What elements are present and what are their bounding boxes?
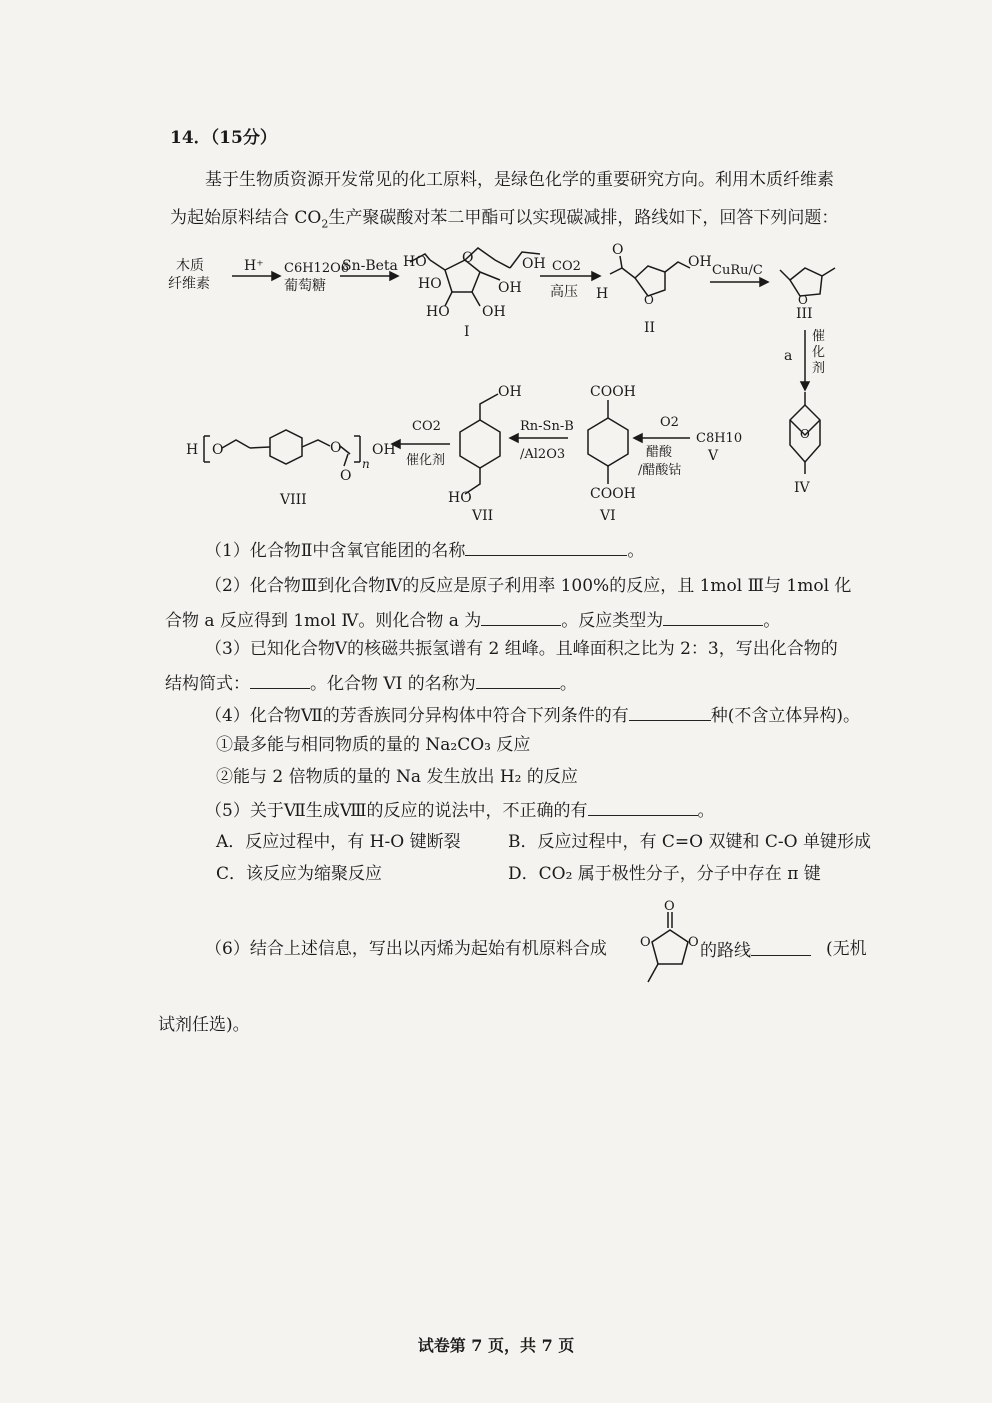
atom-oh-vii-top: OH: [498, 384, 522, 400]
question-6-lead: （6）结合上述信息，写出以丙烯为起始有机原料合成: [205, 939, 607, 959]
page-footer: 试卷第 7 页，共 7 页: [417, 1336, 575, 1355]
atom-ho-3: HO: [426, 304, 450, 320]
reagent-o2: O2: [660, 415, 679, 430]
glucose-formula: C6H12O6: [284, 261, 350, 276]
question-5: （5）关于Ⅶ生成Ⅷ的反应的说法中，不正确的有 。: [205, 797, 715, 823]
condition-cobalt: /醋酸钴: [638, 463, 682, 478]
atom-ho-vii-bottom: HO: [448, 490, 472, 506]
atom-o-furan: O: [644, 293, 654, 307]
question-2-line2: 合物 a 反应得到 1mol Ⅳ。则化合物 a 为 。反应类型为 。: [165, 607, 780, 633]
reagent-co2-1: CO2: [552, 259, 581, 274]
question-1: （1）化合物Ⅱ中含氧官能团的名称 。: [205, 537, 644, 563]
question-4: （4）化合物Ⅶ的芳香族同分异构体中符合下列条件的有 种(不含立体异构)。: [205, 702, 860, 728]
atom-o-ring-left: O: [640, 935, 651, 950]
question-2-line1: （2）化合物Ⅲ到化合物Ⅳ的反应是原子利用率 100%的反应，且 1mol Ⅲ与 1mol 化: [205, 576, 852, 596]
label-compound-VIII: VIII: [280, 492, 307, 508]
question-6-end: 试剂任选)。: [158, 1015, 250, 1035]
atom-o-ring-right: O: [688, 935, 699, 950]
option-B: B．反应过程中，有 C=O 双键和 C-O 单键形成: [508, 832, 871, 852]
label-compound-VII: VII: [472, 508, 494, 520]
atom-o-ald: O: [612, 242, 624, 258]
atom-h-end: H: [186, 442, 199, 458]
atom-n: n: [362, 457, 370, 471]
atom-o-iv: O: [800, 427, 810, 441]
label-compound-I: I: [464, 324, 470, 340]
start-material-line2: 纤维素: [168, 276, 210, 292]
intro-line-2: 为起始原料结合 $CO_2$生产聚碳酸对苯二甲酯可以实现碳减排，路线如下，回答下列问题：: [170, 208, 839, 231]
atom-oh-2: OH: [498, 280, 522, 296]
label-compound-V: V: [708, 448, 719, 464]
atom-oh-3: OH: [482, 304, 506, 320]
intro-line-1: 基于生物质资源开发常见的化工原料，是绿色化学的重要研究方向。利用木质纤维素: [205, 170, 834, 190]
reagent-rn-sn-b: Rn-Sn-B: [520, 419, 574, 434]
catalyst-char-3: 剂: [812, 361, 826, 376]
option-D: D．CO₂ 属于极性分子，分子中存在 π 键: [508, 864, 821, 884]
condition-acetic: 醋酸: [646, 445, 673, 460]
atom-cooh-top: COOH: [590, 384, 636, 400]
reagent-a: a: [784, 348, 793, 364]
question-4-condition-1: ①最多能与相同物质的量的 Na₂CO₃ 反应: [216, 735, 531, 755]
atom-oh-1: OH: [522, 256, 546, 272]
atom-oh-ii: OH: [688, 254, 712, 270]
atom-ho-2: HO: [418, 276, 442, 292]
atom-oh-end: OH: [372, 442, 396, 458]
atom-o-carbonyl-q6: O: [664, 899, 675, 914]
atom-h-ald: H: [596, 286, 609, 302]
catalyst-char-2: 化: [812, 345, 826, 360]
option-A: A．反应过程中，有 H-O 键断裂: [216, 832, 461, 852]
reagent-curu: CuRu/C: [712, 263, 763, 278]
reagent-c8h10: C8H10: [696, 431, 743, 446]
atom-o-ring: O: [462, 250, 474, 266]
question-number: 14．（15分）: [170, 128, 277, 148]
option-C: C．该反应为缩聚反应: [216, 864, 383, 884]
question-3-line1: （3）已知化合物Ⅴ的核磁共振氢谱有 2 组峰。且峰面积之比为 2：3，写出化合物的: [205, 639, 838, 659]
reagent-h-plus: H⁺: [244, 258, 264, 274]
condition-high-pressure: 高压: [550, 284, 578, 300]
label-compound-II: II: [644, 320, 656, 336]
atom-cooh-bottom: COOH: [590, 486, 636, 502]
atom-o-chain2: O: [330, 440, 342, 456]
label-compound-IV: IV: [794, 480, 810, 496]
glucose-name: 葡萄糖: [284, 278, 326, 294]
condition-al2o3: /Al2O3: [520, 447, 566, 462]
atom-o-iii: O: [798, 293, 808, 307]
question-3-line2: 结构简式： 。化合物 VI 的名称为 。: [165, 670, 577, 696]
start-material-line1: 木质: [176, 258, 204, 274]
question-6-route: 的路线: [700, 937, 811, 963]
atom-o-chain1: O: [212, 442, 224, 458]
question-4-condition-2: ②能与 2 倍物质的量的 Na 发生放出 H₂ 的反应: [216, 767, 578, 787]
target-cyclic-carbonate: [632, 898, 704, 994]
atom-o-carbonyl: O: [340, 468, 352, 484]
reagent-co2-2: CO2: [412, 419, 441, 434]
catalyst-char-1: 催: [812, 329, 826, 344]
atom-ho-1: HO: [403, 254, 427, 270]
label-compound-III: III: [796, 306, 813, 322]
synthesis-scheme: [160, 240, 880, 520]
label-compound-VI: VI: [600, 508, 616, 520]
condition-catalyst: 催化剂: [406, 453, 446, 468]
question-6-tail: (无机: [826, 939, 867, 959]
reagent-sn-beta: Sn-Beta: [342, 258, 398, 274]
